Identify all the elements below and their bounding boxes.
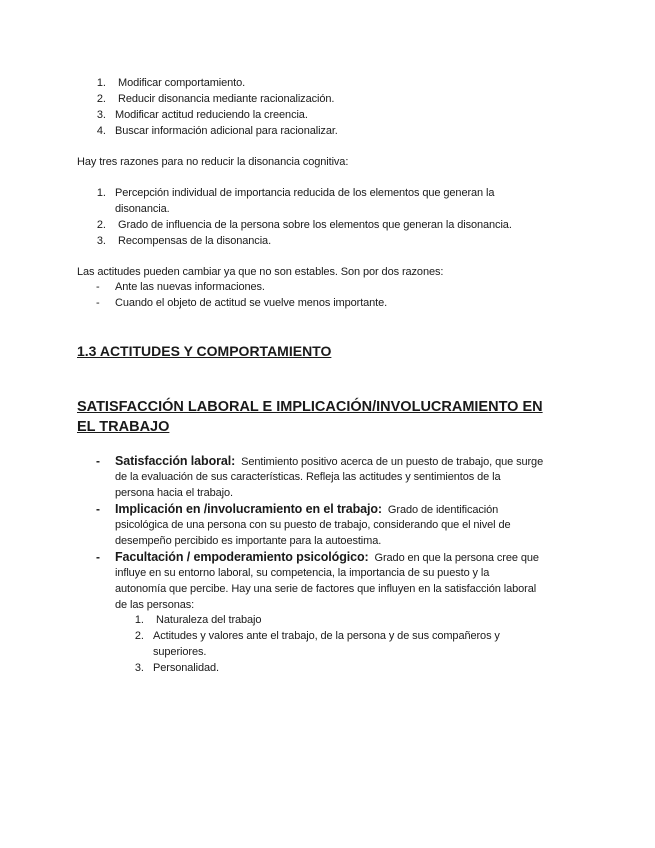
definition-first-line — [115, 453, 543, 470]
definition-text: Sentimiento positivo acerca de un puesto de trabajo, que surge — [241, 456, 544, 468]
definition-text: Grado de identificación — [387, 504, 499, 516]
list-item: Recompensas de la disonancia. — [118, 235, 272, 247]
list-item: Percepción individual de importancia reducida de los elementos que generan la — [115, 187, 495, 199]
main-heading: SATISFACCIÓN LABORAL E IMPLICACIÓN/INVOLUCRAMIENTO EN — [77, 399, 543, 415]
dash-marker: - — [96, 281, 100, 293]
list-item: Modificar actitud reduciendo la creencia. — [115, 109, 308, 121]
list-number: 3. — [96, 109, 106, 121]
definition-term: Satisfacción laboral: — [115, 454, 236, 468]
list-item: Buscar información adicional para racionalizar. — [115, 125, 338, 137]
dash-marker: - — [96, 550, 100, 564]
dash-marker: - — [96, 502, 100, 516]
definition-term: Implicación en /involucramiento en el trabajo: — [115, 502, 382, 516]
list-item: Reducir disonancia mediante racionalización. — [118, 93, 335, 105]
paragraph: Hay tres razones para no reducir la disonancia cognitiva: — [77, 156, 349, 168]
definition-first-line — [115, 501, 498, 518]
list-number: 2. — [134, 630, 144, 642]
main-heading: EL TRABAJO — [77, 419, 170, 435]
list-item: Modificar comportamiento. — [118, 77, 246, 89]
definition-text: de la evaluación de sus características. Refleja las actitudes y sentimientos de la — [115, 471, 501, 483]
list-item: Grado de influencia de la persona sobre los elementos que generan la disonancia. — [118, 219, 512, 231]
list-number: 2. — [96, 93, 106, 105]
list-item-continuation: disonancia. — [115, 203, 170, 215]
dash-marker: - — [96, 297, 100, 309]
dash-marker: - — [96, 454, 100, 468]
definition-text: Grado en que la persona cree que — [374, 552, 539, 564]
list-item: Ante las nuevas informaciones. — [115, 281, 265, 293]
definition-text: autonomía que percibe. Hay una serie de factores que influyen en la satisfacción laboral — [115, 583, 537, 595]
list-number: 4. — [96, 125, 106, 137]
list-number: 2. — [96, 219, 106, 231]
definition-first-line — [115, 549, 539, 566]
definition-text: desempeño percibido es importante para la autoestima. — [115, 535, 382, 547]
list-number: 3. — [96, 235, 106, 247]
list-number: 1. — [134, 614, 144, 626]
list-item: Naturaleza del trabajo — [156, 614, 262, 626]
list-number: 1. — [96, 187, 106, 199]
definition-text: de las personas: — [115, 599, 195, 611]
list-item-continuation: superiores. — [153, 646, 207, 658]
list-number: 3. — [134, 662, 144, 674]
list-item: Cuando el objeto de actitud se vuelve menos importante. — [115, 297, 388, 309]
definition-text: influye en su entorno laboral, su competencia, la importancia de su puesto y la — [115, 567, 490, 579]
list-item: Actitudes y valores ante el trabajo, de la persona y de sus compañeros y — [153, 630, 500, 642]
definition-term: Facultación / empoderamiento psicológico: — [115, 550, 369, 564]
section-heading: 1.3 ACTITUDES Y COMPORTAMIENTO — [77, 343, 332, 359]
list-item: Personalidad. — [153, 662, 219, 674]
definition-text: psicológica de una persona con su puesto de trabajo, considerando que el nivel de — [115, 519, 511, 531]
definition-text: persona hacia el trabajo. — [115, 487, 233, 499]
list-number: 1. — [96, 77, 106, 89]
paragraph: Las actitudes pueden cambiar ya que no son estables. Son por dos razones: — [77, 266, 444, 278]
